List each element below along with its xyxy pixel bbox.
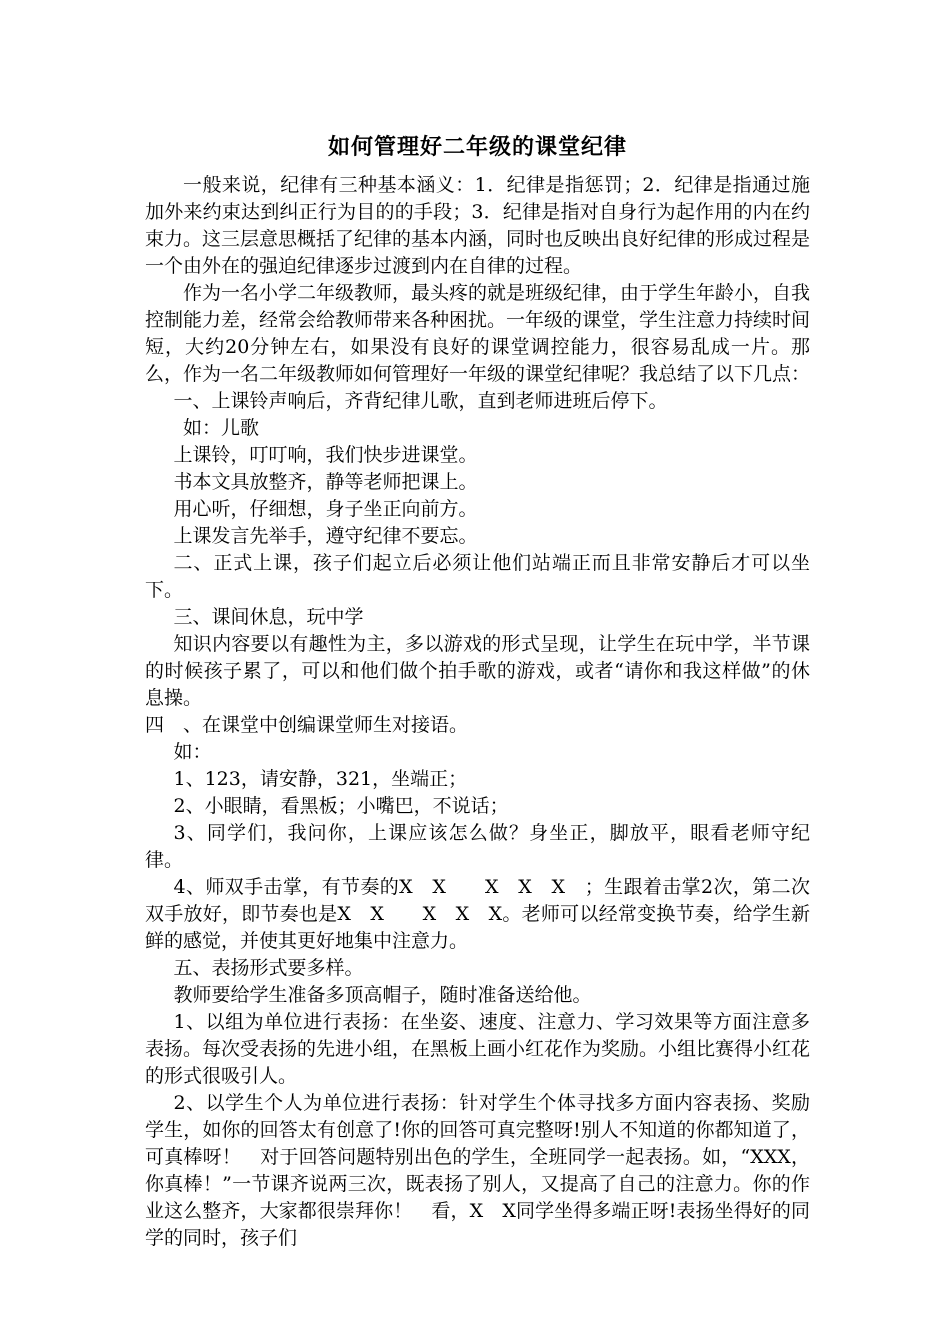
paragraph: 三、课间休息，玩中学 <box>173 606 364 628</box>
paragraph: 知识内容要以有趣性为主，多以游戏的形式呈现，让学生在玩中学，半节课的时候孩子累了，可以和他们做个拍手歌的游戏，或者“请你和我这样做”的休息操。 <box>145 633 810 709</box>
paragraph: 用心听，仔细想，身子坐正向前方。 <box>173 498 478 520</box>
paragraph: 一、上课铃声响后，齐背纪律儿歌，直到老师进班后停下。 <box>173 390 668 412</box>
paragraph: 1、以组为单位进行表扬：在坐姿、速度、注意力、学习效果等方面注意多表扬。每次受表扬的先进小组，在黑板上画小红花作为奖励。小组比赛得小红花的形式很吸引人。 <box>145 1011 811 1087</box>
paragraph: 上课铃，叮叮响，我们快步进课堂。 <box>173 444 478 466</box>
document-body <box>145 172 810 1252</box>
paragraph: 3、同学们，我问你，上课应该怎么做？身坐正，脚放平，眼看老师守纪律。 <box>145 822 810 871</box>
paragraph: 四 、在课堂中创编课堂师生对接语。 <box>145 714 469 736</box>
paragraph: 书本文具放整齐，静等老师把课上。 <box>173 471 478 493</box>
paragraph: 如： <box>173 741 212 763</box>
paragraph: 1、123，请安静，321，坐端正； <box>173 768 468 790</box>
document-title: 如何管理好二年级的课堂纪律 <box>327 135 627 160</box>
paragraph: 教师要给学生准备多顶高帽子，随时准备送给他。 <box>173 984 592 1006</box>
paragraph: 五、表扬形式要多样。 <box>173 957 364 979</box>
paragraph: 一般来说，纪律有三种基本涵义：1．纪律是指惩罚；2．纪律是指通过施加外来约束达到纠正行为目的的手段；3．纪律是指对自身行为起作用的内在约束力。这三层意思概括了纪律的基本内涵，同时也反映出良好纪律的形成过程是一个由外在的强迫纪律逐步过渡到内在自律的过程。 <box>145 174 811 277</box>
paragraph: 4、师双手击掌，有节奏的X X X X X ；生跟着击掌2次，第二次双手放好，即节奏也是X X X X X。老师可以经常变换节奏，给学生新鲜的感觉，并使其更好地集中注意力。 <box>145 876 810 952</box>
paragraph: 如：儿歌 <box>183 417 260 439</box>
paragraph: 2、以学生个人为单位进行表扬：针对学生个体寻找多方面内容表扬、奖励学生，如你的回答太有创意了!你的回答可真完整呀!别人不知道的你都知道了，可真棒呀！ 对于回答问题特别出色的学生，全班同学一起表扬。如，“XXX，你真棒！”一节课齐说两三次，既表扬了别人，又提高了自己的注意力。你的作业这么整齐，大家都很崇拜你！ 看，X X同学坐得多端正呀!表扬坐得好的同学的同时，孩子们 <box>145 1092 810 1249</box>
paragraph: 2、小眼睛，看黑板；小嘴巴，不说话； <box>173 795 509 817</box>
document-page <box>145 128 810 1252</box>
paragraph: 二、正式上课，孩子们起立后必须让他们站端正而且非常安静后才可以坐下。 <box>145 552 810 601</box>
paragraph: 作为一名小学二年级教师，最头疼的就是班级纪律，由于学生年龄小，自我控制能力差，经常会给教师带来各种困扰。一年级的课堂，学生注意力持续时间短，大约20分钟左右，如果没有良好的课堂调控能力，很容易乱成一片。那么，作为一名二年级教师如何管理好一年级的课堂纪律呢？我总结了以下几点： <box>145 282 811 385</box>
paragraph: 上课发言先举手，遵守纪律不要忘。 <box>173 525 478 547</box>
